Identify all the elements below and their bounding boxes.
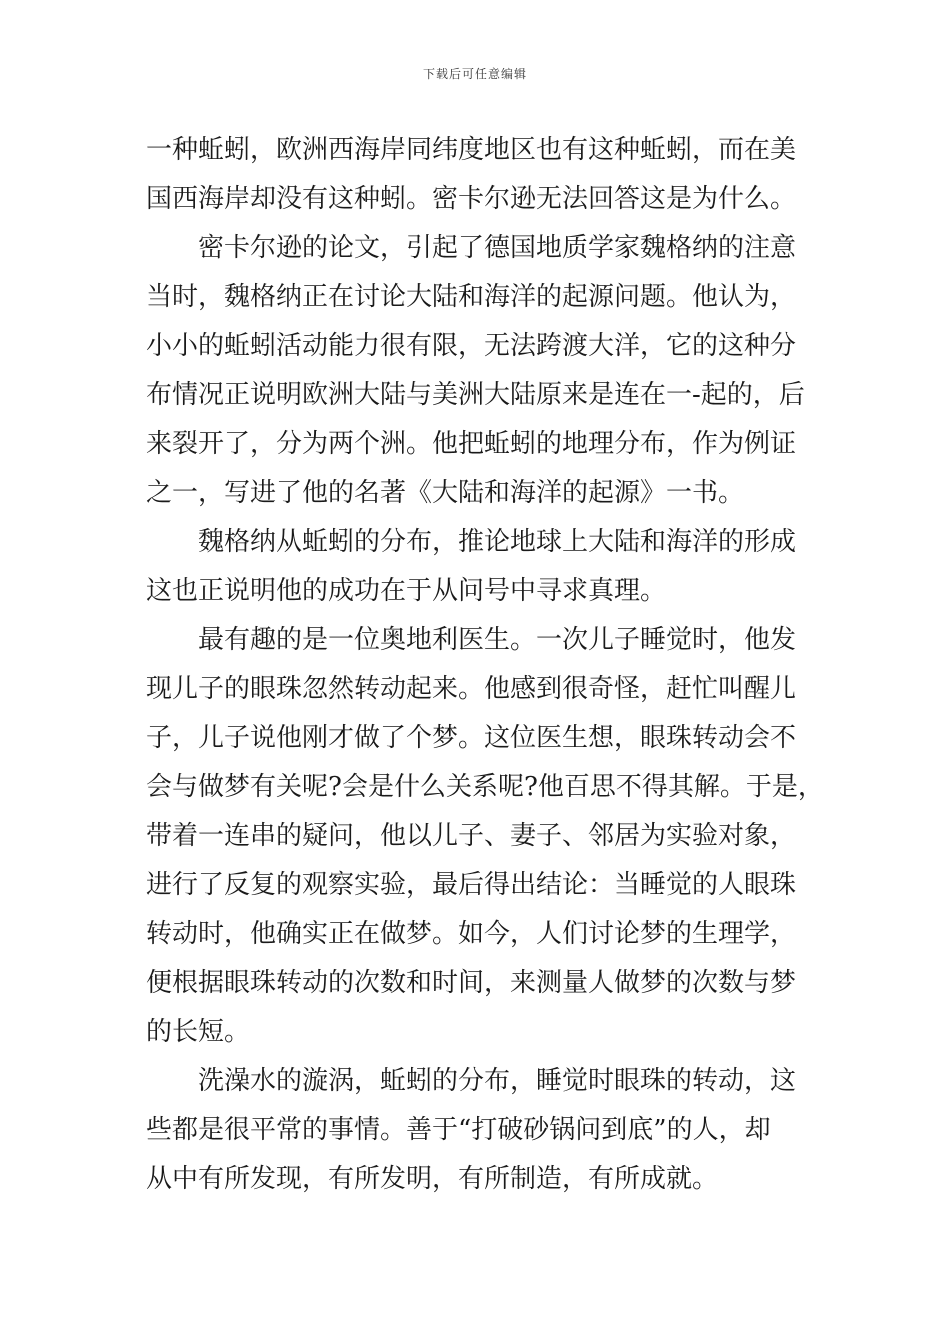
text-line: 一种蚯蚓，欧洲西海岸同纬度地区也有这种蚯蚓，而在美 — [146, 135, 797, 165]
paragraph-3 — [146, 518, 814, 616]
text-line: 当时，魏格纳正在讨论大陆和海洋的起源问题。他认为， — [146, 282, 797, 312]
text-line: 国西海岸却没有这种蚓。密卡尔逊无法回答这是为什么。 — [146, 184, 797, 214]
text-line: 这也正说明他的成功在于从问号中寻求真理。 — [146, 576, 667, 606]
page-header: 下载后可任意编辑 — [422, 67, 527, 81]
paragraph-1 — [146, 126, 814, 224]
paragraph-2 — [146, 224, 814, 518]
paragraph-5 — [146, 1057, 814, 1204]
text-line: 从中有所发现，有所发明，有所制造，有所成就。 — [146, 1164, 719, 1194]
text-line-first: 洗澡水的漩涡，蚯蚓的分布，睡觉时眼珠的转动，这 — [198, 1066, 797, 1096]
text-line: 带着一连串的疑问，他以儿子、妻子、邻居为实验对象， — [146, 821, 797, 851]
paragraph-4 — [146, 616, 824, 1057]
text-line: 小小的蚯蚓活动能力很有限，无法跨渡大洋，它的这种分 — [146, 331, 797, 361]
text-line: 来裂开了，分为两个洲。他把蚯蚓的地理分布，作为例证 — [146, 429, 797, 459]
text-line: 便根据眼珠转动的次数和时间，来测量人做梦的次数与梦 — [146, 968, 797, 998]
text-line-first: 密卡尔逊的论文，引起了德国地质学家魏格纳的注意 — [198, 233, 797, 263]
text-line-first: 魏格纳从蚯蚓的分布，推论地球上大陆和海洋的形成 — [198, 527, 797, 557]
text-line: 布情况正说明欧洲大陆与美洲大陆原来是连在一-起的，后 — [146, 380, 805, 410]
text-line: 些都是很平常的事情。善于“打破砂锅问到底”的人，却 — [146, 1115, 771, 1145]
text-line: 之一，写进了他的名著《大陆和海洋的起源》一书。 — [146, 478, 745, 508]
text-line: 现儿子的眼珠忽然转动起来。他感到很奇怪，赶忙叫醒儿 — [146, 674, 797, 704]
text-line: 会与做梦有关呢?会是什么关系呢?他百思不得其解。于是， — [146, 772, 824, 802]
text-line: 进行了反复的观察实验，最后得出结论：当睡觉的人眼珠 — [146, 870, 797, 900]
text-line: 的长短。 — [146, 1017, 251, 1047]
text-line-first: 最有趣的是一位奥地利医生。一次儿子睡觉时，他发 — [198, 625, 797, 655]
document-body — [146, 126, 824, 1204]
text-line: 子，儿子说他刚才做了个梦。这位医生想，眼珠转动会不 — [146, 723, 797, 753]
text-line: 转动时，他确实正在做梦。如今，人们讨论梦的生理学， — [146, 919, 797, 949]
